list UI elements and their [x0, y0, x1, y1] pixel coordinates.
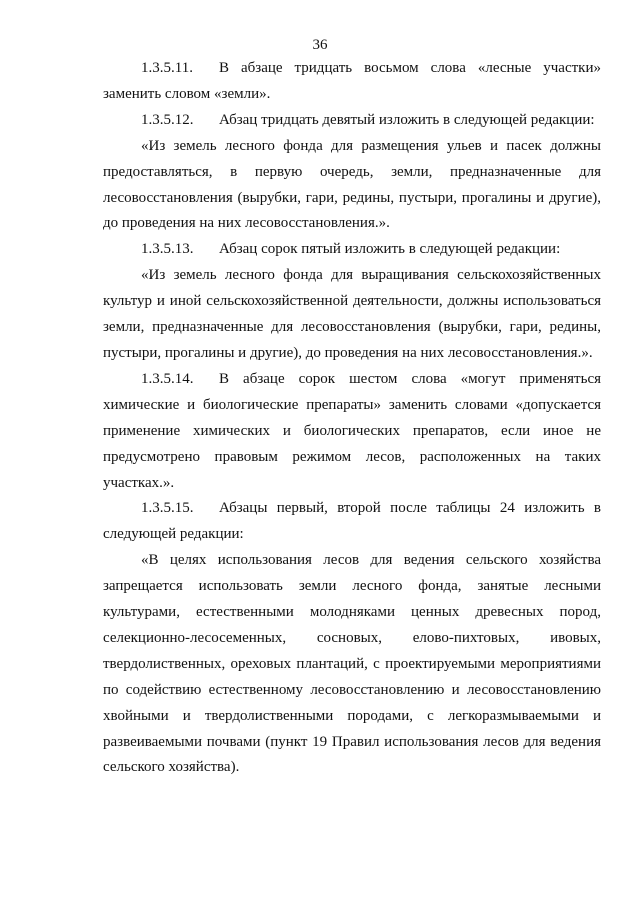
paragraph-text: «Из земель лесного фонда для выращивания сельскохозяйственных культур и иной сельскохозяйственной деятельности, должны использоваться земли, предназначенные для лесовосстановления (вырубки, гари, редины, пустыри, прогалины и другие), до проведения на них лесовосстановления.».: [103, 267, 601, 361]
paragraph-1-3-5-15: [103, 496, 601, 548]
clause-number: 1.3.5.13.: [141, 241, 194, 258]
paragraph-text: Абзац сорок пятый изложить в следующей редакции:: [219, 241, 561, 258]
paragraph-1-3-5-11: [103, 56, 601, 108]
paragraph-text: В абзаце сорок шестом слова «могут применяться химические и биологические препараты» заменить словами «допускается применение химических и биологических препаратов, если иное не предусмотрено правовым режимом лесов, расположенных на таких участках.».: [103, 370, 601, 491]
paragraph-text: В абзаце тридцать восьмом слова «лесные участки» заменить словом «земли».: [103, 60, 601, 102]
quoted-paragraph-agriculture: [103, 263, 601, 367]
paragraph-1-3-5-12: [103, 108, 601, 134]
paragraph-1-3-5-13: [103, 237, 601, 263]
paragraph-1-3-5-14: [103, 367, 601, 497]
quoted-paragraph-restrictions: [103, 548, 601, 781]
page-number: 36: [312, 37, 328, 53]
quoted-paragraph-hives: [103, 134, 601, 238]
paragraph-text: «В целях использования лесов для ведения сельского хозяйства запрещается использовать земли лесного фонда, занятые лесными культурами, естественными молодняками ценных древесных пород, селекционно-лесосеменных, сосновых, елово-пихтовых, ивовых, твердолиственных, ореховых плантаций, с проектируемыми мероприятиями по содействию естественному лесовосстановлению и лесовосстановлению хвойными и твердолиственными породами, с легкоразмываемыми и развеиваемыми почвами (пункт 19 Правил использования лесов для ведения сельского хозяйства).: [103, 552, 601, 776]
clause-number: 1.3.5.12.: [141, 111, 194, 128]
clause-number: 1.3.5.14.: [141, 370, 194, 387]
clause-number: 1.3.5.15.: [141, 500, 194, 517]
paragraph-text: Абзацы первый, второй после таблицы 24 изложить в следующей редакции:: [103, 500, 601, 543]
clause-number: 1.3.5.11.: [141, 60, 193, 76]
paragraph-text: Абзац тридцать девятый изложить в следующей редакции:: [219, 111, 595, 128]
document-body: [103, 56, 601, 781]
paragraph-text: «Из земель лесного фонда для размещения ульев и пасек должны предоставляться, в первую очередь, земли, предназначенные для лесовосстановления (вырубки, гари, редины, пустыри, прогалины и другие), до проведения на них лесовосстановления.».: [103, 137, 601, 232]
